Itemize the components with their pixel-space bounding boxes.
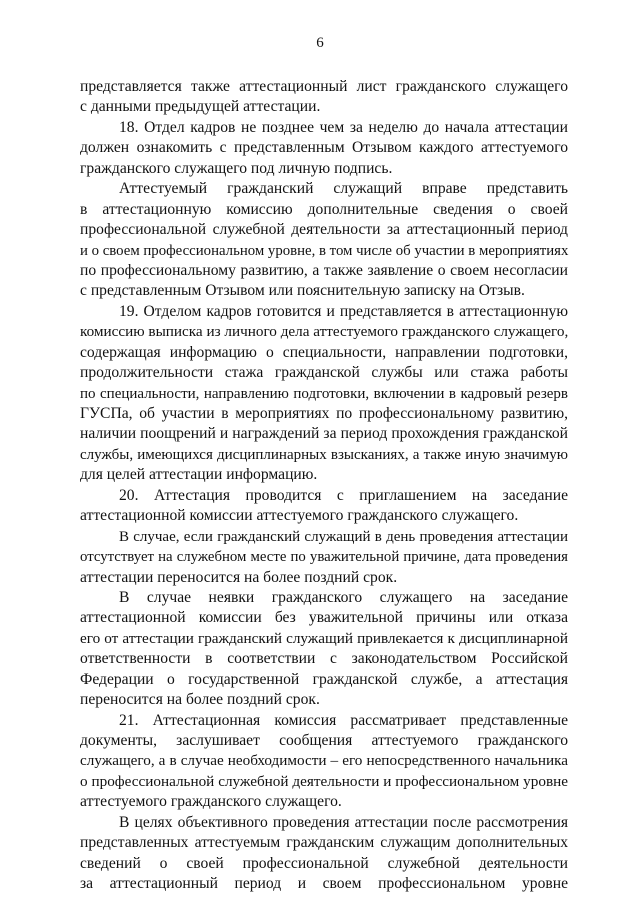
text-line: 19. Отделом кадров готовится и представляется в аттестационную [119,302,568,320]
page-number: 6 [316,35,324,51]
text-line: Аттестуемый гражданский служащий вправе представить [119,180,568,198]
text-line: профессиональной служебной деятельности за аттестационный период [80,221,568,239]
text-line: с представленным Отзывом или пояснительную записку на Отзыв. [80,282,525,300]
text-line: аттестационной комиссии без уважительной причины или отказа [80,609,568,627]
text-line: его от аттестации гражданский служащий привлекается к дисциплинарной [80,629,568,647]
text-line: за аттестационный период и своем профессиональном уровне [80,875,568,893]
text-line: ответственности в соответствии с законодательством Российской [80,650,568,668]
text-line: гражданского служащего под личную подпись. [80,159,393,177]
text-line: службы, имеющихся дисциплинарных взысканиях, а также иную значимую [80,446,568,463]
text-line: В случае неявки гражданского служащего на заседание [119,588,568,606]
text-line: с данными предыдущей аттестации. [80,98,321,116]
text-line: 20. Аттестация проводится с приглашением на заседание [119,486,568,504]
text-line: по профессиональному развитию, а также заявление о своем несогласии [80,261,568,279]
text-line: ГУСПа, об участии в мероприятиях по профессиональному развитию, [80,405,568,422]
text-line: наличии поощрений и награждений за период прохождения гражданской [80,425,568,443]
text-line: представленных аттестуемым гражданским служащим дополнительных [80,834,568,852]
text-line: в аттестационную комиссию дополнительные сведения о своей [80,200,568,218]
text-line: комиссию выписка из личного дела аттестуемого гражданского служащего, [80,323,569,341]
text-line: аттестуемого гражданского служащего. [80,793,342,811]
text-line: отсутствует на служебном месте по уважительной причине, дата проведения [80,549,568,566]
text-line: переносится на более поздний срок. [80,691,320,709]
text-line: по специальности, направлению подготовки, включении в кадровый резерв [80,385,568,402]
text-line: В случае, если гражданский служащий в день проведения аттестации [119,528,568,545]
text-line: Федерации о государственной гражданской службе, а аттестация [80,670,568,688]
text-line: о профессиональной служебной деятельности и профессиональном уровне [80,772,568,790]
text-line: должен ознакомить с представленным Отзывом каждого аттестуемого [80,139,568,157]
text-line: для целей аттестации информацию. [80,466,318,484]
text-line: содержащая информацию о специальности, направлении подготовки, [80,343,568,361]
text-line: представляется также аттестационный лист гражданского служащего [80,78,568,95]
text-line: аттестационной комиссии аттестуемого гражданского служащего. [80,507,519,525]
text-line: продолжительности стажа гражданской службы или стажа работы [80,364,568,382]
text-line: документы, заслушивает сообщения аттестуемого гражданского [80,732,568,749]
text-line: и о своем профессиональном уровне, в том числе об участии в мероприятиях [80,242,569,259]
text-line: 21. Аттестационная комиссия рассматривает представленные [119,711,568,729]
text-line: аттестации переносится на более поздний срок. [80,568,398,586]
document-body [80,77,568,895]
text-line: В целях объективного проведения аттестации после рассмотрения [119,813,568,831]
text-line: сведений о своей профессиональной служебной деятельности [80,854,568,872]
text-line: 18. Отдел кадров не позднее чем за неделю до начала аттестации [119,118,568,136]
text-line: служащего, а в случае необходимости – его непосредственного начальника [80,752,568,770]
